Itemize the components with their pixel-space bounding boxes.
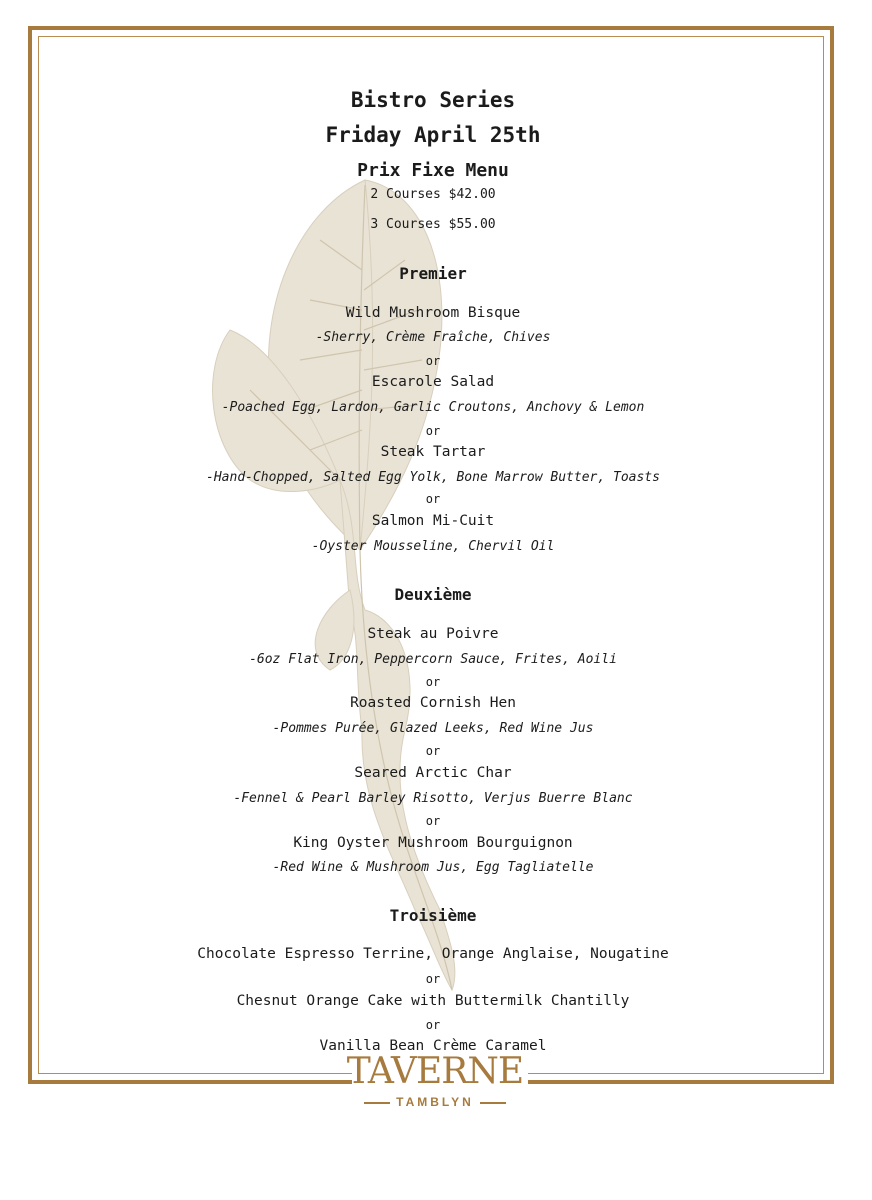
or-separator: or <box>425 354 441 368</box>
dish-description: -Sherry, Crème Fraîche, Chives <box>315 330 551 345</box>
or-separator: or <box>425 814 441 828</box>
logo-right-rule <box>480 1102 506 1104</box>
or-separator: or <box>425 675 441 689</box>
menu-title: Bistro Series <box>350 88 516 112</box>
dish-name: Steak Tartar <box>380 444 486 460</box>
dish-description: -Red Wine & Mushroom Jus, Egg Tagliatelle <box>272 860 594 875</box>
dish-description: -Hand-Chopped, Salted Egg Yolk, Bone Marrow Butter, Toasts <box>206 470 660 485</box>
price-two-courses: 2 Courses $42.00 <box>370 187 496 202</box>
or-separator: or <box>425 744 441 758</box>
dish-name: Wild Mushroom Bisque <box>345 305 521 321</box>
price-three-courses: 3 Courses $55.00 <box>370 217 496 232</box>
menu-type: Prix Fixe Menu <box>357 160 509 181</box>
dish-description: -Fennel & Pearl Barley Risotto, Verjus Buerre Blanc <box>233 791 633 806</box>
dish-name: Salmon Mi-Cuit <box>371 513 495 529</box>
logo-subtitle <box>340 1094 530 1110</box>
menu-date: Friday April 25th <box>325 123 541 147</box>
dish-description: -Pommes Purée, Glazed Leeks, Red Wine Jus <box>272 721 594 736</box>
or-separator: or <box>425 492 441 506</box>
dish-description: -Poached Egg, Lardon, Garlic Croutons, Anchovy & Lemon <box>221 400 645 415</box>
dish-name: King Oyster Mushroom Bourguignon <box>293 835 573 851</box>
dish-name: Steak au Poivre <box>367 626 499 642</box>
dish-name: Roasted Cornish Hen <box>350 695 516 711</box>
dish-name: Escarole Salad <box>371 374 495 390</box>
logo-left-rule <box>364 1102 390 1104</box>
section-heading-deuxieme: Deuxième <box>394 585 472 604</box>
or-separator: or <box>425 424 441 438</box>
logo-name: TAVERNE <box>346 1051 524 1092</box>
or-separator: or <box>425 1018 441 1032</box>
or-separator: or <box>425 972 441 986</box>
dish-description: -Oyster Mousseline, Chervil Oil <box>311 539 555 554</box>
section-heading-premier: Premier <box>399 264 467 283</box>
dessert-item: Chocolate Espresso Terrine, Orange Anglaise, Nougatine <box>197 946 669 962</box>
dessert-item: Chesnut Orange Cake with Buttermilk Chantilly <box>236 993 630 1009</box>
logo-subtitle-text: TAMBLYN <box>396 1095 474 1109</box>
dish-name: Seared Arctic Char <box>354 765 512 781</box>
dessert-item: Vanilla Bean Crème Caramel <box>319 1038 547 1054</box>
section-heading-troisieme: Troisième <box>389 906 477 925</box>
taverne-tamblyn-logo <box>340 1052 530 1110</box>
dish-description: -6oz Flat Iron, Peppercorn Sauce, Frites, Aoili <box>249 652 617 667</box>
